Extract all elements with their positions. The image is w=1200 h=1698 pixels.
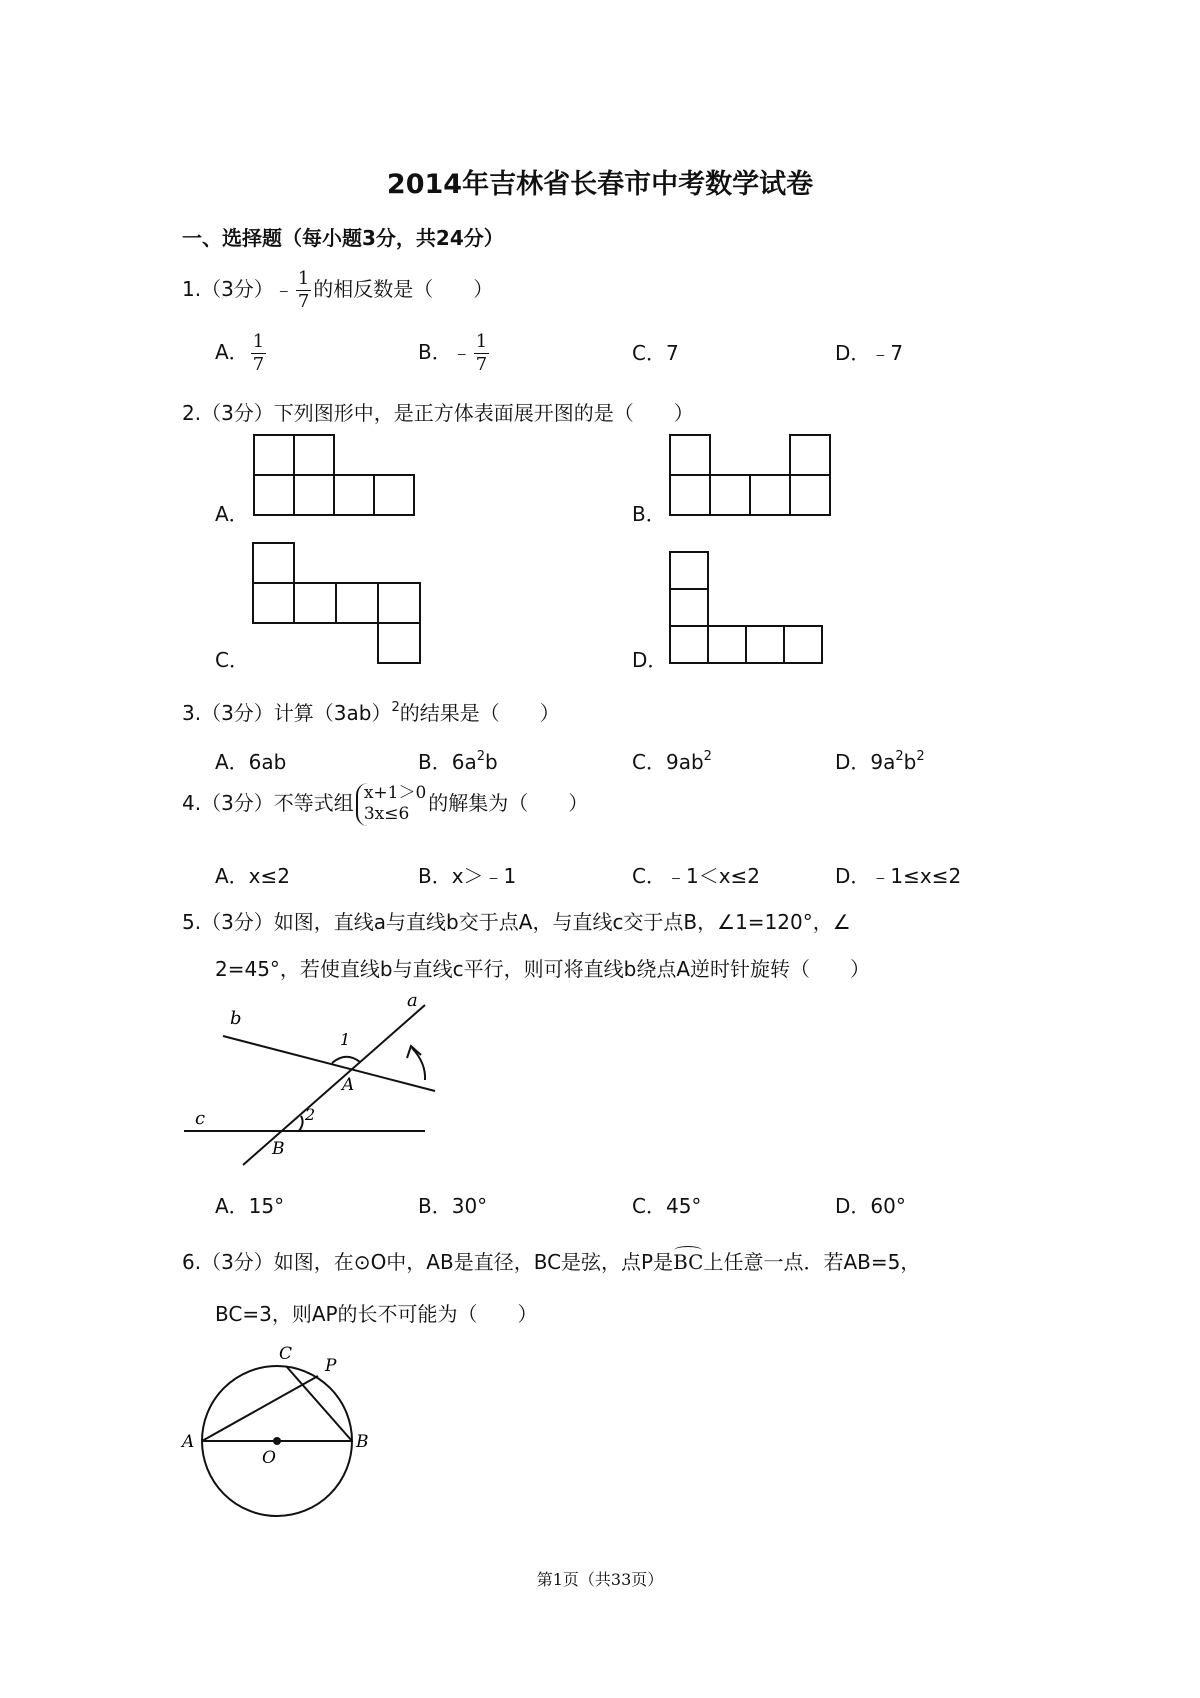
q1-b-fraction <box>474 333 489 374</box>
q5-option-d: D．60° <box>835 1194 906 1218</box>
q3-option-d <box>835 746 925 775</box>
question-1 <box>182 270 493 311</box>
question-4 <box>182 783 588 826</box>
q1-a-fraction <box>251 333 266 374</box>
label-angle-2: 2 <box>305 1105 316 1124</box>
q3-d-mid: b <box>903 750 917 774</box>
label-b: B <box>356 1432 369 1452</box>
q5-option-a: A．15° <box>215 1194 285 1218</box>
label-p: P <box>325 1356 337 1376</box>
label-c: C <box>279 1344 293 1364</box>
q2-net-a <box>253 434 418 516</box>
q1-option-c: C．7 <box>632 341 679 365</box>
q1-suffix: 的相反数是（ ） <box>313 277 494 301</box>
q3-exponent: 2 <box>391 700 400 715</box>
q1-option-a <box>215 333 268 374</box>
question-6-line2: BC=3，则AP的长不可能为（ ） <box>215 1302 538 1326</box>
q4-option-d: D．﹣1≤x≤2 <box>835 864 962 888</box>
q1-prefix: 1.（3分）﹣ <box>182 277 294 301</box>
q4-suffix: 的解集为（ ） <box>428 790 589 815</box>
angle-1-arc <box>332 1057 360 1063</box>
center-point <box>273 1437 281 1445</box>
q1-b-num: 1 <box>475 331 488 352</box>
q3-b-exp: 2 <box>476 749 485 764</box>
question-6-line1 <box>182 1246 920 1275</box>
q3-d-exp2: 2 <box>916 749 925 764</box>
q2-option-b: B． <box>632 502 666 526</box>
q1-frac-den: 7 <box>297 291 310 312</box>
line-b <box>223 1036 435 1091</box>
q5-option-c: C．45° <box>632 1194 702 1218</box>
q3-c-exp: 2 <box>703 749 712 764</box>
angle-2-arc <box>299 1116 303 1131</box>
q1-frac-num: 1 <box>297 268 310 289</box>
q4-prefix: 4.（3分）不等式组 <box>182 790 354 815</box>
label-point-a: A <box>342 1075 355 1095</box>
q6-text-end: 上任意一点．若AB=5， <box>703 1250 921 1274</box>
q4-option-c: C．﹣1＜x≤2 <box>632 864 761 888</box>
q3-d-base: D．9a <box>835 750 896 774</box>
q3-option-b <box>418 746 498 775</box>
q3-text-end: 的结果是（ ） <box>399 701 560 725</box>
q3-b-tail: b <box>484 750 498 774</box>
q2-net-d <box>669 551 825 666</box>
question-2: 2.（3分）下列图形中，是正方体表面展开图的是（ ） <box>182 401 694 425</box>
label-a: a <box>407 990 418 1011</box>
q6-figure <box>180 1335 380 1520</box>
q6-arc-bc: BC <box>673 1250 704 1274</box>
q1-option-b <box>418 333 491 374</box>
label-b: b <box>230 1008 242 1029</box>
page-number: 第1页（共33页） <box>536 1570 664 1589</box>
q3-option-a: A．6ab <box>215 750 287 774</box>
q1-option-d: D．﹣7 <box>835 341 904 365</box>
question-3 <box>182 697 560 726</box>
q3-option-c <box>632 746 712 775</box>
label-c: c <box>195 1108 206 1129</box>
q5-option-b: B．30° <box>418 1194 488 1218</box>
q3-d-exp1: 2 <box>895 749 904 764</box>
q4-inequality-system <box>356 783 426 826</box>
q4-inequality-2: 3x≤6 <box>363 804 410 825</box>
q3-text: 3.（3分）计算（3ab） <box>182 701 392 725</box>
q4-option-a: A．x≤2 <box>215 864 290 888</box>
q1-a-label: A． <box>215 340 249 364</box>
q5-figure <box>180 990 440 1165</box>
page-title: 2014年吉林省长春市中考数学试卷 <box>386 169 814 200</box>
q2-option-d: D． <box>632 648 668 672</box>
label-angle-1: 1 <box>340 1030 351 1049</box>
segment-ap <box>202 1376 318 1441</box>
question-5-line2: 2=45°，若使直线b与直线c平行，则可将直线b绕点A逆时针旋转（ ） <box>215 957 870 981</box>
label-point-b: B <box>272 1139 285 1159</box>
question-5-line1: 5.（3分）如图，直线a与直线b交于点A，与直线c交于点B，∠1=120°，∠ <box>182 910 851 934</box>
q1-b-den: 7 <box>475 354 488 375</box>
section-heading: 一、选择题（每小题3分，共24分） <box>182 226 504 250</box>
q2-option-a: A． <box>215 502 249 526</box>
q2-net-b <box>669 434 834 516</box>
label-a: A <box>182 1432 195 1452</box>
q3-b-base: B．6a <box>418 750 477 774</box>
label-o: O <box>262 1448 276 1468</box>
q1-fraction <box>296 270 311 311</box>
q1-a-num: 1 <box>252 331 265 352</box>
q2-option-c: C． <box>215 648 249 672</box>
q4-inequality-1: x+1＞0 <box>363 783 427 803</box>
q6-text: 6.（3分）如图，在⊙O中，AB是直径，BC是弦，点P是 <box>182 1250 674 1274</box>
q1-a-den: 7 <box>252 354 265 375</box>
q3-c-base: C．9ab <box>632 750 704 774</box>
line-a <box>243 1005 425 1165</box>
q2-net-c <box>252 542 422 666</box>
q4-option-b: B．x＞﹣1 <box>418 864 517 888</box>
q1-b-label: B．﹣ <box>418 340 472 364</box>
